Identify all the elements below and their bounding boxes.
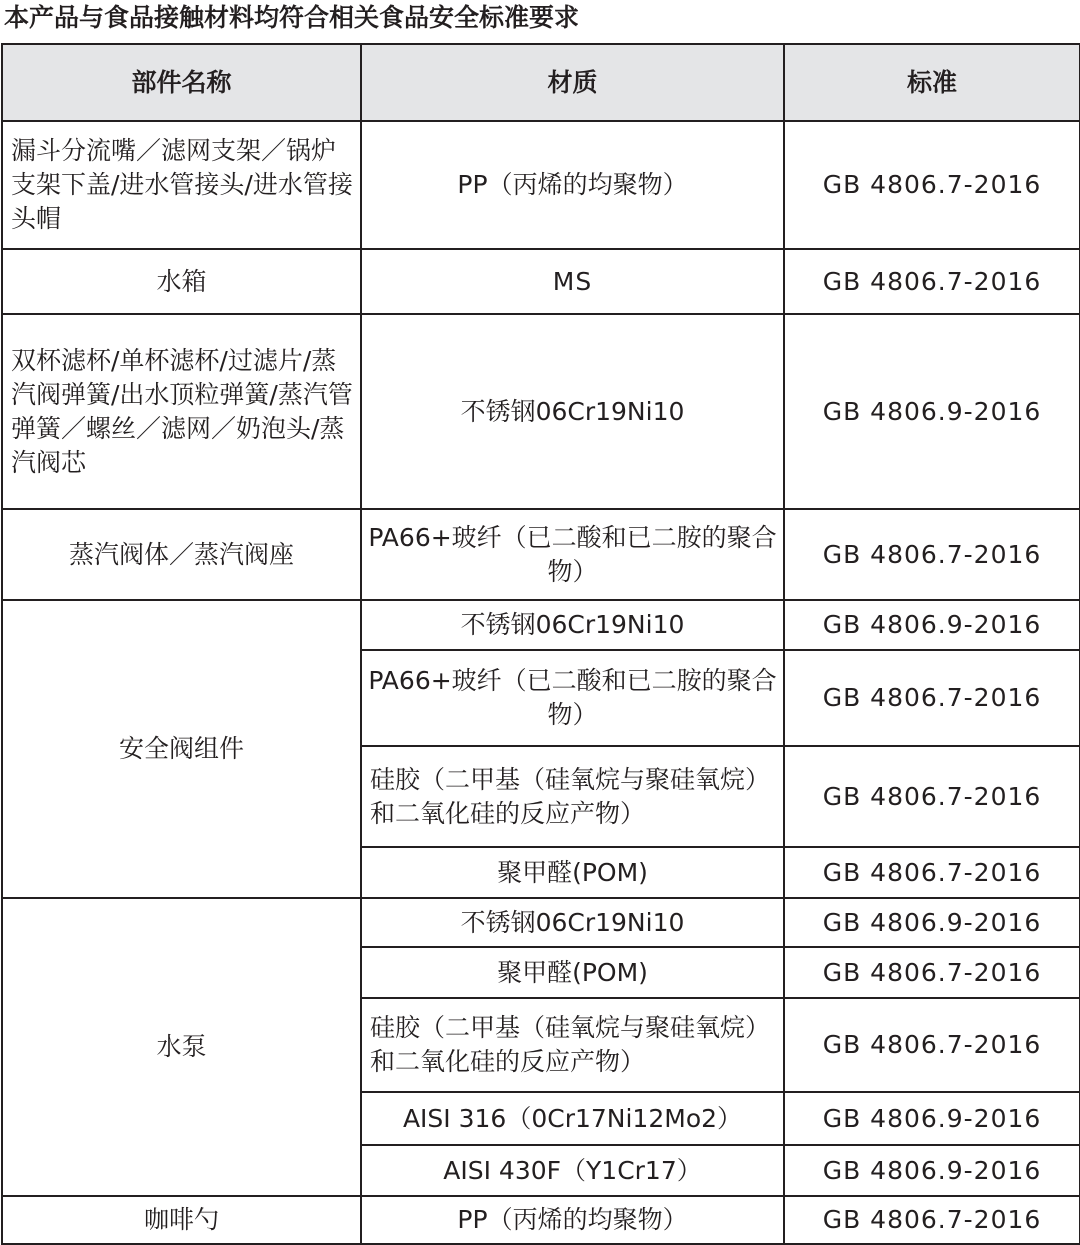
- standard-cell: GB 4806.7-2016: [784, 1196, 1080, 1244]
- page-title: 本产品与食品接触材料均符合相关食品安全标准要求: [4, 3, 580, 32]
- standard-cell: GB 4806.7-2016: [784, 650, 1080, 746]
- standard-cell: GB 4806.7-2016: [784, 509, 1080, 600]
- header-standard: 标准: [784, 44, 1080, 121]
- standard-cell: GB 4806.9-2016: [784, 314, 1080, 509]
- part-cell: 蒸汽阀体／蒸汽阀座: [2, 509, 361, 600]
- table-row: [2, 1196, 1080, 1244]
- header-part-name: 部件名称: [2, 44, 361, 121]
- table-header-row: [2, 44, 1080, 121]
- standard-cell: GB 4806.7-2016: [784, 847, 1080, 898]
- part-cell: 安全阀组件: [2, 600, 361, 898]
- materials-table: [1, 43, 1080, 1245]
- table-row: [2, 509, 1080, 600]
- standard-cell: GB 4806.7-2016: [784, 947, 1080, 998]
- material-cell: PP（丙烯的均聚物）: [361, 121, 784, 249]
- material-cell: AISI 316（0Cr17Ni12Mo2）: [361, 1092, 784, 1145]
- material-cell: PA66+玻纤（已二酸和已二胺的聚合物）: [361, 509, 784, 600]
- standard-cell: GB 4806.9-2016: [784, 600, 1080, 650]
- material-cell: PA66+玻纤（已二酸和已二胺的聚合物）: [361, 650, 784, 746]
- standard-cell: GB 4806.7-2016: [784, 746, 1080, 847]
- part-cell: 漏斗分流嘴／滤网支架／锅炉支架下盖/进水管接头/进水管接头帽: [2, 121, 361, 249]
- material-cell: 不锈钢06Cr19Ni10: [361, 898, 784, 947]
- standard-cell: GB 4806.9-2016: [784, 1092, 1080, 1145]
- table-row: [2, 314, 1080, 509]
- material-cell: MS: [361, 249, 784, 314]
- table-row: [2, 898, 1080, 947]
- part-cell: 咖啡勺: [2, 1196, 361, 1244]
- material-cell: AISI 430F（Y1Cr17）: [361, 1145, 784, 1196]
- material-cell: PP（丙烯的均聚物）: [361, 1196, 784, 1244]
- material-cell: 聚甲醛(POM): [361, 947, 784, 998]
- material-cell: 硅胶（二甲基（硅氧烷与聚硅氧烷）和二氧化硅的反应产物）: [361, 746, 784, 847]
- material-cell: 聚甲醛(POM): [361, 847, 784, 898]
- part-cell: 水泵: [2, 898, 361, 1196]
- standard-cell: GB 4806.7-2016: [784, 121, 1080, 249]
- material-cell: 硅胶（二甲基（硅氧烷与聚硅氧烷）和二氧化硅的反应产物）: [361, 998, 784, 1092]
- part-cell: 双杯滤杯/单杯滤杯/过滤片/蒸汽阀弹簧/出水顶粒弹簧/蒸汽管弹簧／螺丝／滤网／奶泡头/蒸汽阀芯: [2, 314, 361, 509]
- material-cell: 不锈钢06Cr19Ni10: [361, 600, 784, 650]
- material-cell: 不锈钢06Cr19Ni10: [361, 314, 784, 509]
- standard-cell: GB 4806.7-2016: [784, 249, 1080, 314]
- part-cell: 水箱: [2, 249, 361, 314]
- table-row: [2, 600, 1080, 650]
- standard-cell: GB 4806.7-2016: [784, 998, 1080, 1092]
- standard-cell: GB 4806.9-2016: [784, 898, 1080, 947]
- table-row: [2, 121, 1080, 249]
- header-material: 材质: [361, 44, 784, 121]
- table-row: [2, 249, 1080, 314]
- standard-cell: GB 4806.9-2016: [784, 1145, 1080, 1196]
